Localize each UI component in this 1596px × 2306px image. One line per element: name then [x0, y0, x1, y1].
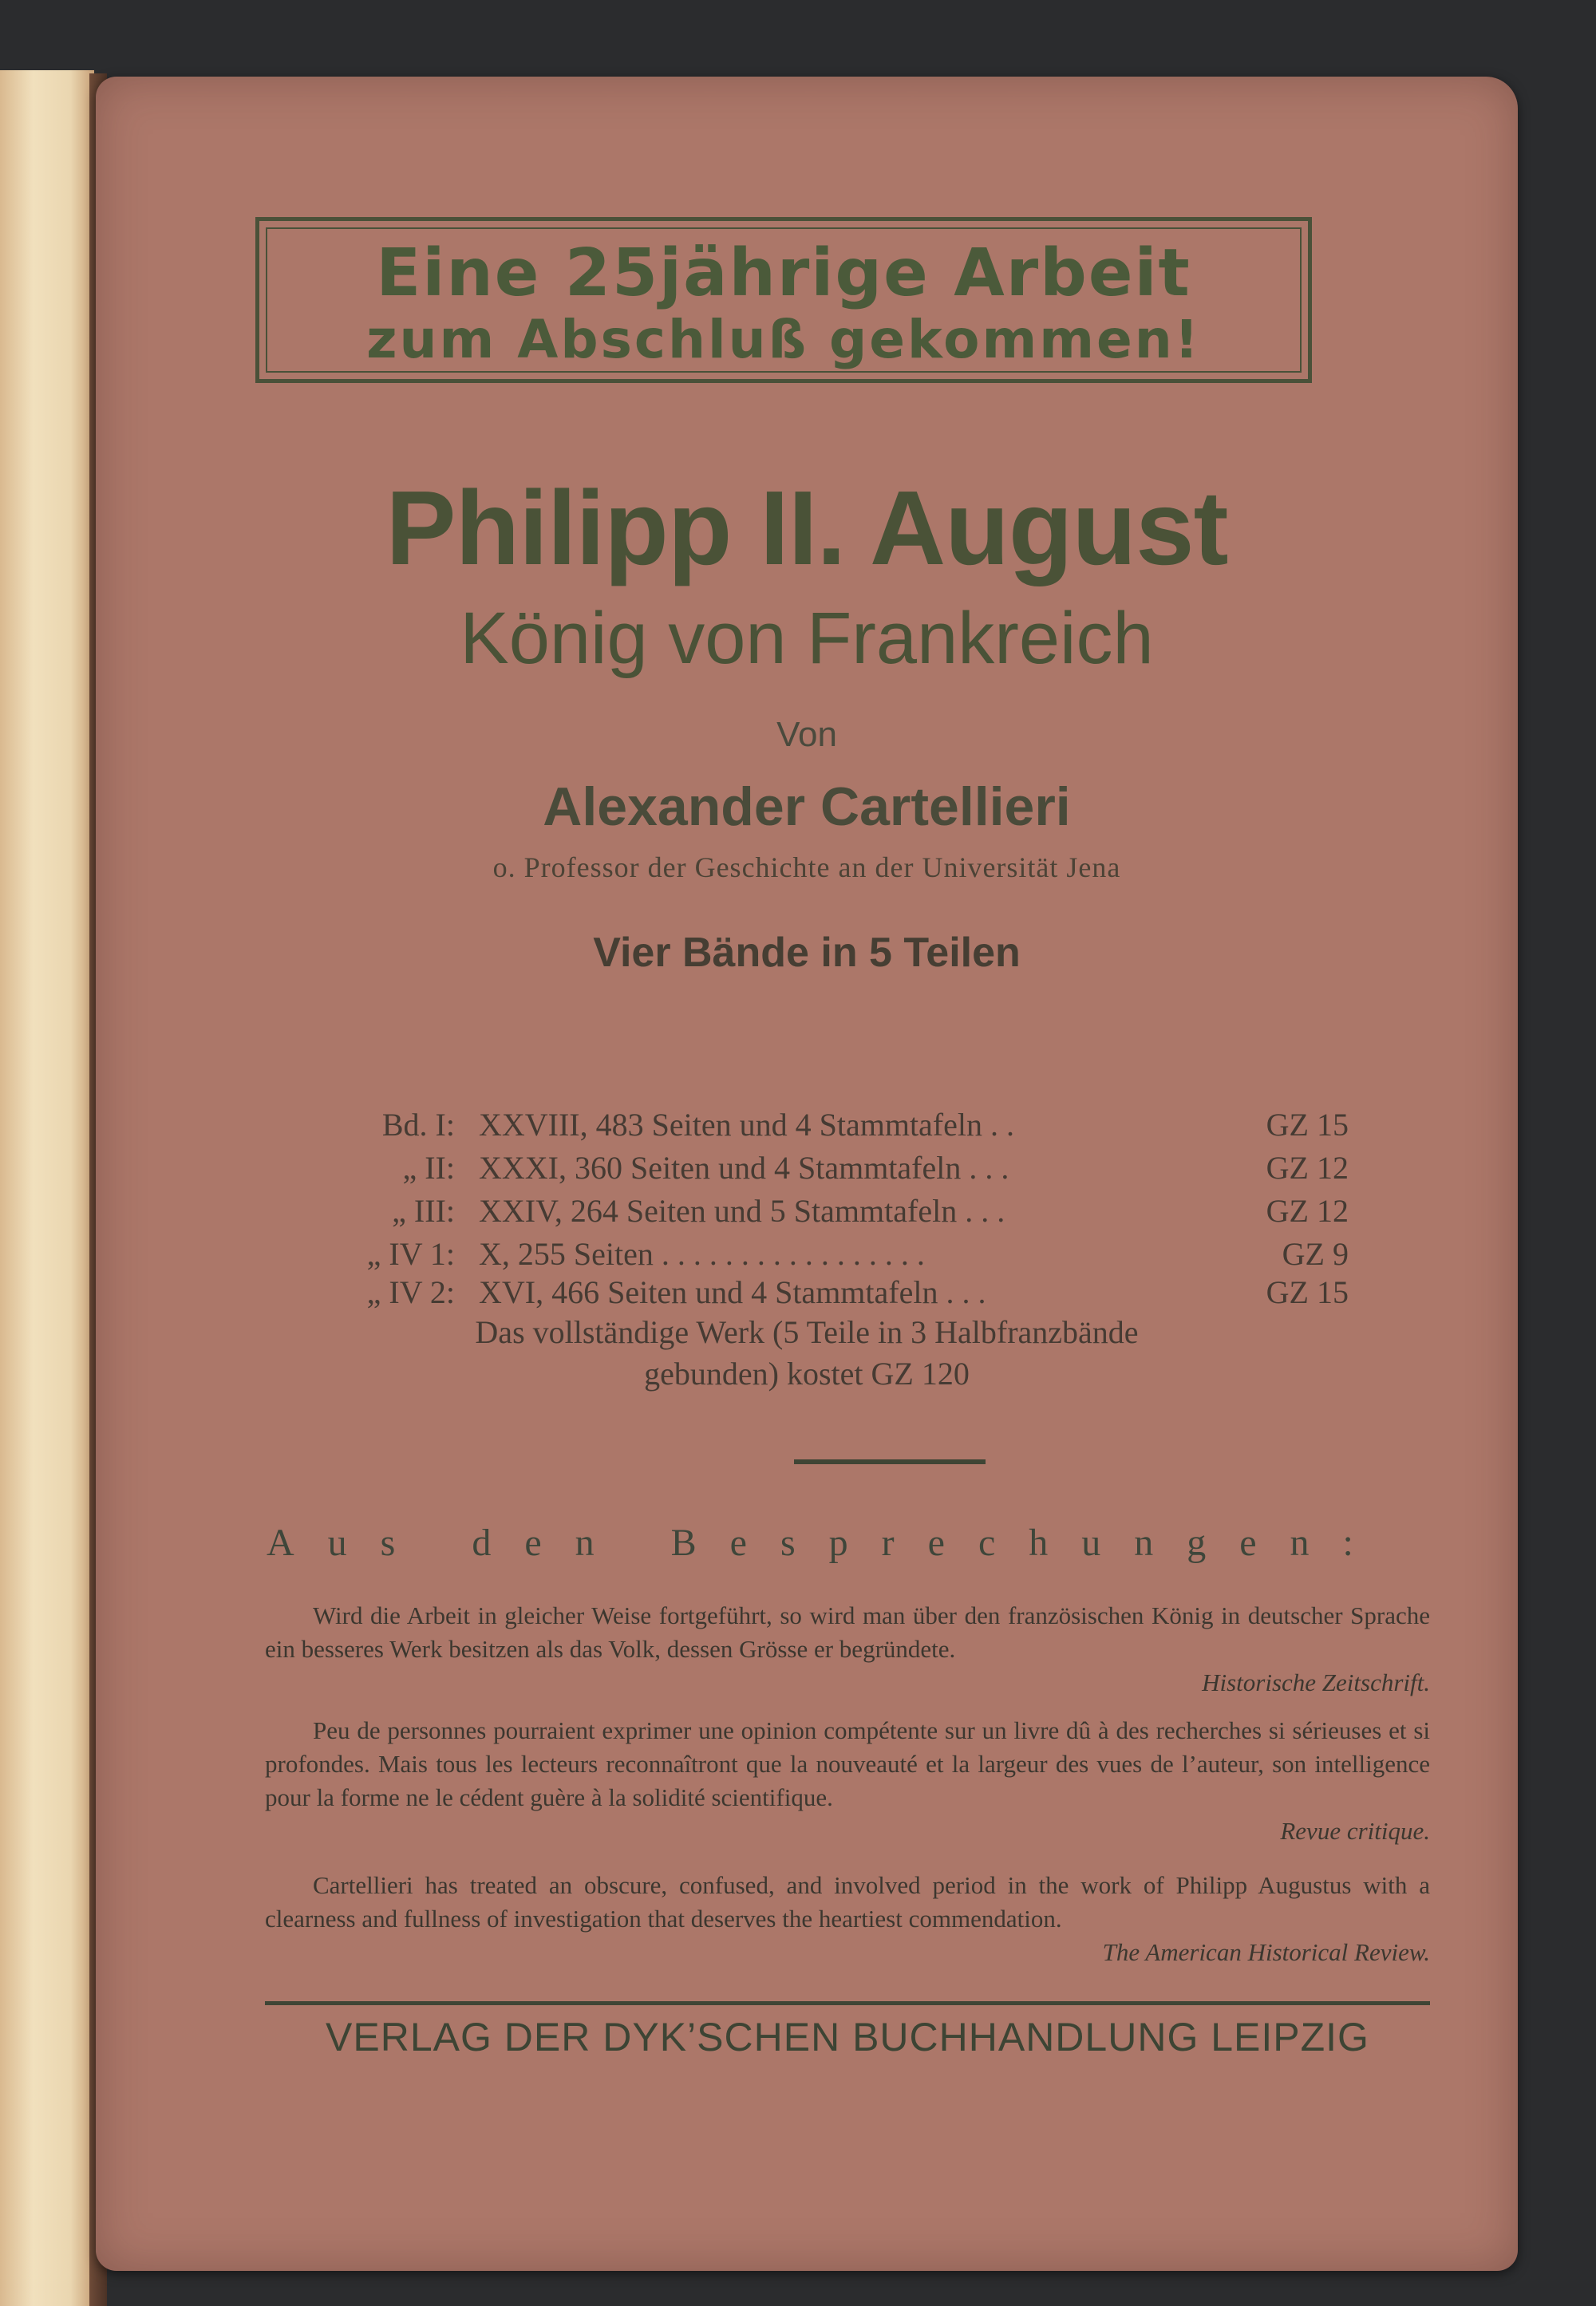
review-quote: [265, 1599, 1430, 1700]
volume-row: [359, 1273, 1349, 1318]
volume-description: XXIV, 264 Seiten und 5 Stammtafeln . . .: [479, 1193, 1005, 1229]
volumes-heading: Vier Bände in 5 Teilen: [593, 930, 1021, 976]
volume-description: XXXI, 360 Seiten und 4 Stammtafeln . . .: [479, 1150, 1009, 1186]
volume-description: X, 255 Seiten . . . . . . . . . . . . . . . . .: [479, 1236, 925, 1272]
book-title: Philipp II. August: [385, 469, 1228, 586]
volume-row: [359, 1106, 1349, 1151]
volume-price: GZ 15: [1266, 1274, 1349, 1310]
adjacent-page-edge: [0, 70, 94, 2306]
volume-row: [359, 1149, 1349, 1194]
review-source: Historische Zeitschrift.: [1202, 1668, 1430, 1696]
volume-label: „ II:: [402, 1150, 455, 1186]
review-quote: [265, 1714, 1430, 1848]
review-source: The American Historical Review.: [1102, 1938, 1430, 1966]
volume-description: XXVIII, 483 Seiten und 4 Stammtafeln . .: [479, 1107, 1014, 1143]
banner-line-1: Eine 25jährige Arbeit: [376, 235, 1191, 311]
review-text: Wird die Arbeit in gleicher Weise fortgeführt, so wird man über den französischen König in deutscher Sprache ein besseres Werk besitzen als das Volk, dessen Grösse er begründete.: [265, 1601, 1430, 1663]
volume-label: „ III:: [392, 1193, 455, 1229]
volume-label: „ IV 1:: [366, 1236, 455, 1272]
review-source: Revue critique.: [1280, 1817, 1430, 1845]
volume-price: GZ 12: [1266, 1150, 1349, 1186]
by-label: Von: [776, 715, 837, 754]
review-quote: [265, 1869, 1430, 1969]
volume-row: [359, 1192, 1349, 1237]
review-text: Cartellieri has treated an obscure, confused, and involved period in the work of Philipp Augustus with a clearness and fullness of investigation that deserves the heartiest commendation.: [265, 1871, 1430, 1933]
volume-price: GZ 9: [1282, 1236, 1349, 1272]
complete-work-line-2: gebunden) kostet GZ 120: [644, 1356, 970, 1392]
book-cover: [96, 77, 1518, 2271]
banner-box: [255, 217, 1312, 383]
divider: [265, 2001, 1430, 2005]
reviews-heading: Aus den Besprechungen:: [267, 1522, 1387, 1564]
publisher-imprint: VERLAG DER DYK’SCHEN BUCHHANDLUNG LEIPZIG: [326, 2015, 1369, 2059]
author-affiliation: o. Professor der Geschichte an der Universität Jena: [492, 851, 1121, 883]
author-name: Alexander Cartellieri: [543, 776, 1071, 837]
review-text: Peu de personnes pourraient exprimer une opinion compétente sur un livre dû à des recherches si sérieuses et si profondes. Mais tous les lecteurs reconnaîtront que la nouveauté et la largeur des vues de l’auteur, son intelligence pour la forme ne le cédent guère à la solidité scientifique.: [265, 1716, 1430, 1811]
banner-line-2: zum Abschluß gekommen!: [366, 309, 1201, 370]
volume-description: XVI, 466 Seiten und 4 Stammtafeln . . .: [479, 1274, 986, 1310]
complete-work-line-1: Das vollständige Werk (5 Teile in 3 Halbfranzbände: [475, 1314, 1139, 1350]
divider: [794, 1459, 986, 1464]
volume-label: Bd. I:: [381, 1107, 455, 1143]
volume-price: GZ 12: [1266, 1193, 1349, 1229]
volume-price: GZ 15: [1266, 1107, 1349, 1143]
volume-label: „ IV 2:: [366, 1274, 455, 1310]
book-subtitle: König von Frankreich: [460, 598, 1154, 679]
